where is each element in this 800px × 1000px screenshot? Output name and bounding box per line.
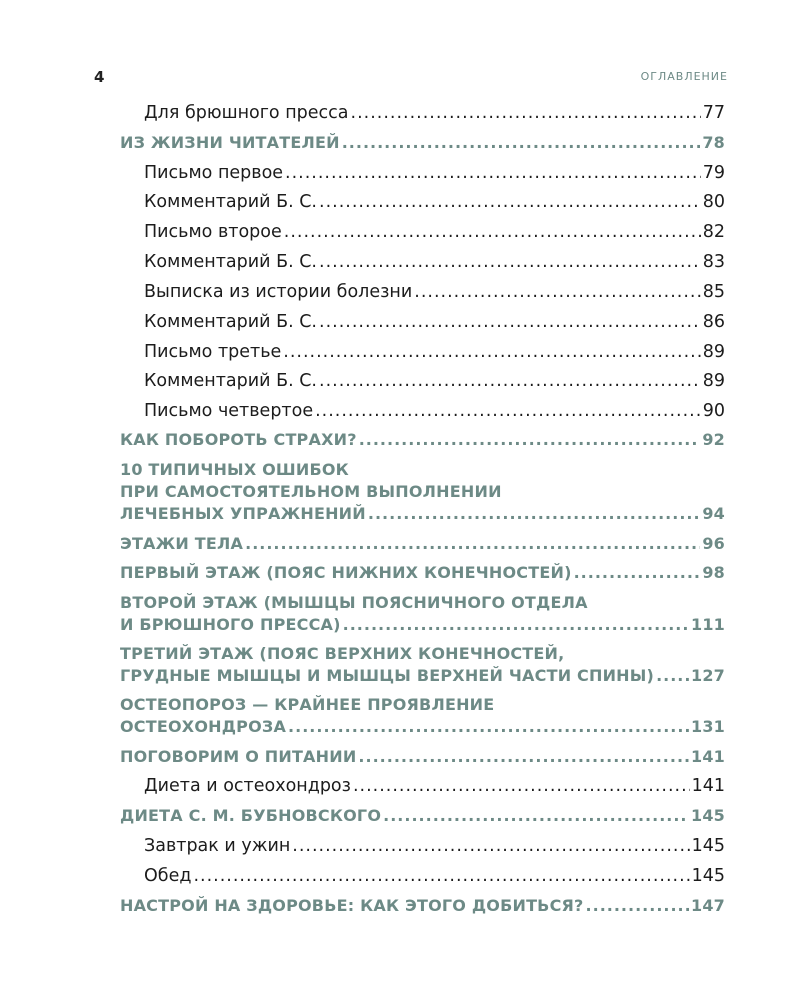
toc-section-page: 131 [691,717,725,736]
toc-section-title: ИЗ ЖИЗНИ ЧИТАТЕЛЕЙ [120,133,340,152]
toc-section-page: 94 [702,504,725,523]
toc-section-title: НАСТРОЙ НА ЗДОРОВЬЕ: КАК ЭТОГО ДОБИТЬСЯ? [120,896,584,915]
toc-entry-page: 89 [702,342,725,362]
toc-section[interactable] [120,429,725,451]
toc-entry-title: Завтрак и ужин [144,836,291,856]
toc-section-page: 96 [702,534,725,553]
toc-section[interactable] [120,665,725,687]
toc-entry-title: Комментарий Б. С. [144,192,317,212]
dot-leader [586,895,689,917]
toc-section[interactable] [120,895,725,917]
dot-leader [292,835,689,857]
toc-entry-page: 83 [702,252,725,272]
dot-leader [656,665,689,687]
toc-entry-page: 145 [691,836,725,856]
toc-section-title-line: ОСТЕОПОРОЗ — КРАЙНЕЕ ПРОЯВЛЕНИЕ [120,695,495,714]
dot-leader [315,400,701,422]
toc-entry[interactable] [144,775,725,797]
toc-entry-page: 89 [702,371,725,391]
toc-section-page: 145 [691,806,725,825]
toc-entry-title: Комментарий Б. С. [144,371,317,391]
dot-leader [353,775,690,797]
toc-entry-title: Письмо третье [144,342,282,362]
toc-entry[interactable] [144,221,725,243]
toc-section-title-line: 10 ТИПИЧНЫХ ОШИБОК [120,460,349,479]
dot-leader [383,805,689,827]
toc-entry[interactable] [144,370,725,392]
toc-entry-title: Комментарий Б. С. [144,312,317,332]
toc-section-page: 127 [691,666,725,685]
toc-section[interactable] [120,716,725,738]
toc-section[interactable] [120,562,725,584]
dot-leader [358,746,689,768]
dot-leader [245,533,700,555]
toc-section-page: 141 [691,747,725,766]
dot-leader [319,191,701,213]
toc-section-title: ОСТЕОХОНДРОЗА [120,717,287,736]
toc-entry-page: 82 [702,222,725,242]
toc-entry-title: Комментарий Б. С. [144,252,317,272]
toc-entry-title: Письмо второе [144,222,282,242]
toc-entry[interactable] [144,191,725,213]
toc-section[interactable] [120,533,725,555]
toc-section-title: ЭТАЖИ ТЕЛА [120,534,244,553]
toc-entry[interactable] [144,835,725,857]
dot-leader [319,251,701,273]
dot-leader [284,221,701,243]
toc-entry[interactable] [144,251,725,273]
toc-entry-page: 80 [702,192,725,212]
toc-section-page: 78 [702,133,725,152]
dot-leader [193,865,689,887]
toc-entry-page: 90 [702,401,725,421]
toc-section-title-line: ПРИ САМОСТОЯТЕЛЬНОМ ВЫПОЛНЕНИИ [120,482,502,501]
toc-section[interactable] [120,132,725,154]
dot-leader [359,429,701,451]
toc-entry-title: Выписка из истории болезни [144,282,413,302]
dot-leader [342,132,701,154]
page-number: 4 [94,68,105,86]
toc-entry-title: Обед [144,866,192,886]
toc-entry-page: 145 [691,866,725,886]
toc-section-title: ЛЕЧЕБНЫХ УПРАЖНЕНИЙ [120,504,366,523]
dot-leader [283,341,700,363]
toc-entry[interactable] [144,102,725,124]
running-header: ОГЛАВЛЕНИЕ [640,70,728,83]
toc-section-page: 111 [691,615,725,634]
toc-section-title: И БРЮШНОГО ПРЕССА) [120,615,341,634]
toc-entry[interactable] [144,400,725,422]
toc-entry-page: 79 [702,163,725,183]
toc-section-title: КАК ПОБОРОТЬ СТРАХИ? [120,430,357,449]
dot-leader [319,370,701,392]
toc-entry-title: Письмо четвертое [144,401,314,421]
toc-section-page: 98 [702,563,725,582]
toc-section-title: ДИЕТА С. М. БУБНОВСКОГО [120,806,382,825]
dot-leader [288,716,689,738]
toc-entry-page: 86 [702,312,725,332]
dot-leader [285,162,701,184]
toc-entry[interactable] [144,311,725,333]
toc-entry[interactable] [144,281,725,303]
toc-section-title: ПОГОВОРИМ О ПИТАНИИ [120,747,357,766]
toc-entry-title: Письмо первое [144,163,284,183]
toc-entry[interactable] [144,865,725,887]
dot-leader [574,562,701,584]
toc-section-title-line: ВТОРОЙ ЭТАЖ (МЫШЦЫ ПОЯСНИЧНОГО ОТДЕЛА [120,593,588,612]
dot-leader [319,311,701,333]
toc-entry[interactable] [144,341,725,363]
toc-entry[interactable] [144,162,725,184]
toc-entry-page: 141 [691,776,725,796]
toc-section-page: 92 [702,430,725,449]
toc-entry-title: Для брюшного пресса [144,103,349,123]
dot-leader [351,102,701,124]
toc-section[interactable] [120,503,725,525]
toc-section[interactable] [120,805,725,827]
dot-leader [414,281,700,303]
toc-entry-page: 77 [702,103,725,123]
toc-section-page: 147 [691,896,725,915]
dot-leader [343,614,689,636]
toc-section[interactable] [120,746,725,768]
toc-entry-title: Диета и остеохондроз [144,776,351,796]
toc-section-title: ГРУДНЫЕ МЫШЦЫ И МЫШЦЫ ВЕРХНЕЙ ЧАСТИ СПИНЫ) [120,666,655,685]
dot-leader [368,503,700,525]
toc-entry-page: 85 [702,282,725,302]
toc-section[interactable] [120,614,725,636]
toc-section-title-line: ТРЕТИЙ ЭТАЖ (ПОЯС ВЕРХНИХ КОНЕЧНОСТЕЙ, [120,644,565,663]
toc-section-title: ПЕРВЫЙ ЭТАЖ (ПОЯС НИЖНИХ КОНЕЧНОСТЕЙ) [120,563,572,582]
